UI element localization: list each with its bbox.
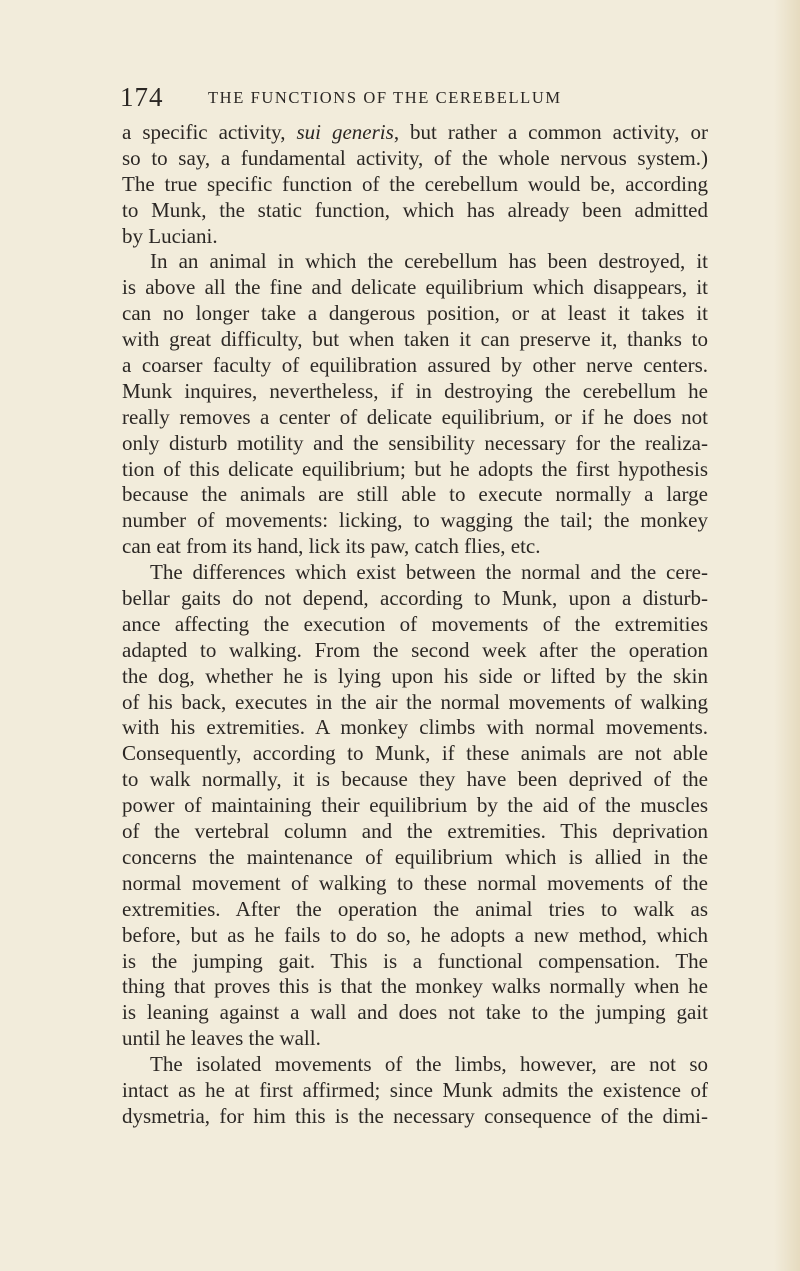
paragraph-start-line: The differences which exist between the normal and the cere- bbox=[150, 560, 708, 585]
text-line: before, but as he fails to do so, he adopts a new method, which bbox=[122, 922, 708, 947]
page-edge-shadow bbox=[774, 0, 800, 1271]
text-line: number of movements: licking, to wagging the tail; the monkey bbox=[122, 508, 708, 533]
page-header bbox=[120, 82, 740, 116]
text-line: by Luciani. bbox=[122, 223, 218, 248]
text-line: bellar gaits do not depend, according to Munk, upon a disturb- bbox=[122, 586, 708, 611]
running-head: THE FUNCTIONS OF THE CEREBELLUM bbox=[208, 88, 562, 107]
text-line: is the jumping gait. This is a functional compensation. The bbox=[122, 948, 708, 973]
page-number: 174 bbox=[120, 82, 164, 112]
text-line: to Munk, the static function, which has already been admitted bbox=[122, 197, 708, 222]
text-line: extremities. After the operation the animal tries to walk as bbox=[122, 896, 708, 921]
text-line: to walk normally, it is because they have been deprived of the bbox=[122, 767, 708, 792]
text-line: the dog, whether he is lying upon his side or lifted by the skin bbox=[122, 663, 708, 688]
text-line: is leaning against a wall and does not take to the jumping gait bbox=[122, 1000, 708, 1025]
text-line: normal movement of walking to these normal movements of the bbox=[122, 870, 708, 895]
text-line: thing that proves this is that the monkey walks normally when he bbox=[122, 974, 708, 999]
text-line: Munk inquires, nevertheless, if in destroying the cerebellum he bbox=[122, 378, 708, 403]
text-line: intact as he at first affirmed; since Munk admits the existence of bbox=[122, 1077, 708, 1102]
text-line: because the animals are still able to execute normally a large bbox=[122, 482, 708, 507]
text-line: is above all the fine and delicate equilibrium which disappears, it bbox=[122, 275, 708, 300]
text-line: only disturb motility and the sensibility necessary for the realiza- bbox=[122, 430, 708, 455]
text-line: a specific activity, sui generis, but rather a common activity, or bbox=[122, 120, 709, 144]
text-line: so to say, a fundamental activity, of the whole nervous system.) bbox=[122, 145, 708, 170]
italic-phrase: sui generis bbox=[296, 120, 394, 144]
text-line: The true specific function of the cerebellum would be, according bbox=[122, 171, 708, 196]
text-line: really removes a center of delicate equilibrium, or if he does not bbox=[122, 404, 708, 429]
paragraph-start-line: The isolated movements of the limbs, however, are not so bbox=[150, 1052, 708, 1077]
text-line: ance affecting the execution of movements of the extremities bbox=[122, 611, 708, 636]
text-line: tion of this delicate equilibrium; but he adopts the first hypothesis bbox=[122, 456, 708, 481]
text-line: concerns the maintenance of equilibrium which is allied in the bbox=[122, 844, 708, 869]
paragraph-start-line: In an animal in which the cerebellum has been destroyed, it bbox=[150, 249, 708, 274]
text-line: of the vertebral column and the extremities. This deprivation bbox=[122, 819, 708, 844]
text-line: can no longer take a dangerous position, or at least it takes it bbox=[122, 301, 708, 326]
text-line: power of maintaining their equilibrium by the aid of the muscles bbox=[122, 793, 708, 818]
text-line: until he leaves the wall. bbox=[122, 1026, 321, 1051]
text-line: a coarser faculty of equilibration assured by other nerve centers. bbox=[122, 353, 708, 378]
text-line: with his extremities. A monkey climbs with normal movements. bbox=[122, 715, 708, 740]
text-line: adapted to walking. From the second week after the operation bbox=[122, 637, 708, 662]
text-line: dysmetria, for him this is the necessary consequence of the dimi- bbox=[122, 1103, 708, 1128]
text-line: of his back, executes in the air the normal movements of walking bbox=[122, 689, 708, 714]
body-text bbox=[122, 120, 708, 1130]
text-line: can eat from its hand, lick its paw, catch flies, etc. bbox=[122, 534, 541, 559]
text-line: with great difficulty, but when taken it can preserve it, thanks to bbox=[122, 327, 708, 352]
text-line: Consequently, according to Munk, if these animals are not able bbox=[122, 741, 708, 766]
